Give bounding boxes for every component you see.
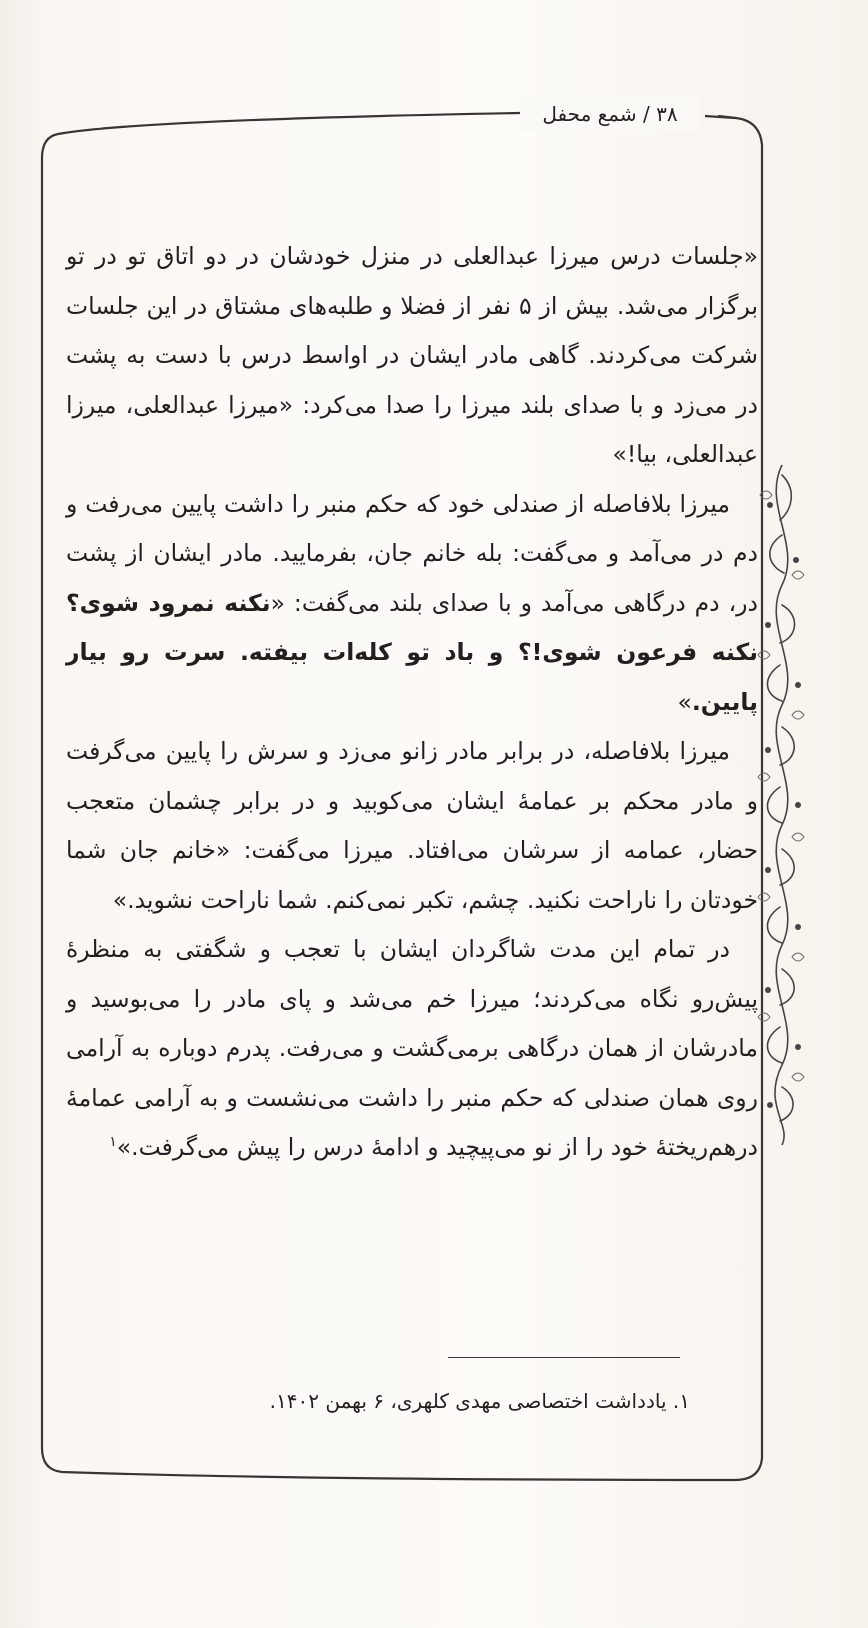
footnote-reference: ۱ xyxy=(109,1134,117,1151)
floral-ornament-icon xyxy=(752,465,812,1145)
running-header xyxy=(520,96,700,132)
book-title: شمع محفل xyxy=(542,102,637,126)
body-text xyxy=(66,232,758,1173)
paragraph-2-quote-close: » xyxy=(677,687,692,716)
footnote: ۱. یادداشت اختصاصی مهدی کلهری، ۶ بهمن ۱۴۰۲. xyxy=(269,1389,690,1413)
footnote-divider xyxy=(448,1357,680,1358)
page-number: ۳۸ xyxy=(656,102,678,126)
paragraph-2 xyxy=(66,480,758,728)
paragraph-2-text: میرزا بلافاصله از صندلی خود که حکم منبر را داشت پایین می‌رفت و دم در می‌آمد و می‌گفت: بله خانم جان، بفرمایید. مادر ایشان از پشت در، دم درگاهی می‌آمد و با صدای بلند می‌گفت: « xyxy=(66,489,758,617)
paragraph-1: «جلسات درس میرزا عبدالعلی در منزل خودشان در دو اتاق تو در تو برگزار می‌شد. بیش از ۵ نفر از فضلا و طلبه‌های مشتاق در این جلسات شرکت می‌کردند. گاهی مادر ایشان در اواسط درس با دست به پشت در می‌زد و با صدای بلند میرزا را صدا می‌کرد: «میرزا عبدالعلی، میرزا عبدالعلی، بیا!» xyxy=(66,242,758,468)
header-separator: / xyxy=(642,102,650,126)
paragraph-4-text: در تمام این مدت شاگردان ایشان با تعجب و شگفتی به منظرهٔ پیش‌رو نگاه می‌کردند؛ میرزا خم می‌شد و پای مادر را می‌بوسید و مادرشان از همان درگاهی برمی‌گشت و می‌رفت. پدرم دوباره به آرامی روی همان صندلی که حکم منبر را داشت می‌نشست و به آرامی عمامهٔ درهم‌ریختهٔ خود را از نو می‌پیچید و ادامهٔ درس را پیش می‌گرفت.» xyxy=(66,935,758,1161)
paragraph-2-bold-quote: نکنه نمرود شوی؟ نکنه فرعون شوی!؟ و باد تو کله‌ات بیفته. سرت رو بیار پایین. xyxy=(66,588,758,716)
paragraph-4 xyxy=(66,925,758,1173)
paragraph-3: میرزا بلافاصله، در برابر مادر زانو می‌زد و سرش را پایین می‌گرفت و مادر محکم بر عمامهٔ ایشان می‌کوبید و در برابر چشمان متعجب حضار، عمامه از سرشان می‌افتاد. میرزا می‌گفت: «خانم جان شما خودتان را ناراحت نکنید. چشم، تکبر نمی‌کنم. شما ناراحت نشوید.» xyxy=(66,737,758,914)
